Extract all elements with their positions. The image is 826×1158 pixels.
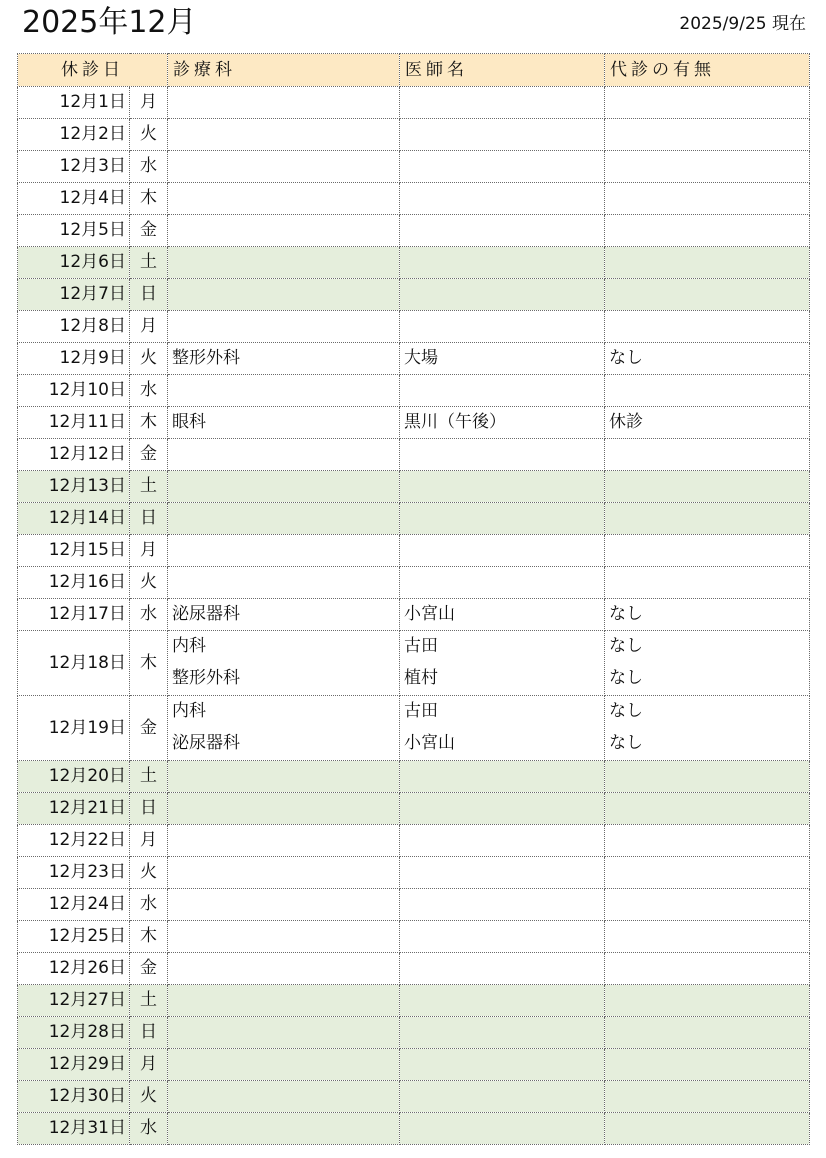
substitute-cell xyxy=(605,119,810,151)
table-row xyxy=(18,375,810,407)
substitute-cell xyxy=(605,696,810,761)
department-cell xyxy=(168,247,400,279)
substitute-cell xyxy=(605,889,810,921)
substitute-cell xyxy=(605,471,810,503)
table-row xyxy=(18,1081,810,1113)
day-of-week: 月 xyxy=(130,87,168,119)
header-doctor: 医師名 xyxy=(400,54,605,87)
doctor-cell xyxy=(400,1081,605,1113)
day-of-week: 火 xyxy=(130,119,168,151)
department-cell xyxy=(168,889,400,921)
day-of-week: 水 xyxy=(130,599,168,631)
substitute-cell xyxy=(605,953,810,985)
substitute-cell xyxy=(605,183,810,215)
closure-date: 12月3日 xyxy=(18,151,130,183)
table-row xyxy=(18,921,810,953)
substitute-line: なし xyxy=(609,636,643,656)
closure-date: 12月30日 xyxy=(18,1081,130,1113)
day-of-week: 日 xyxy=(130,279,168,311)
department-cell xyxy=(168,567,400,599)
closure-date: 12月21日 xyxy=(18,793,130,825)
table-row xyxy=(18,279,810,311)
day-of-week: 月 xyxy=(130,311,168,343)
closure-date: 12月26日 xyxy=(18,953,130,985)
substitute-cell xyxy=(605,793,810,825)
doctor-cell xyxy=(400,471,605,503)
closure-date: 12月24日 xyxy=(18,889,130,921)
department-cell xyxy=(168,503,400,535)
doctor-cell: 小宮山 xyxy=(400,599,605,631)
department-cell xyxy=(168,985,400,1017)
doctor-cell xyxy=(400,1017,605,1049)
doctor-cell xyxy=(400,889,605,921)
doctor-line: 小宮山 xyxy=(404,733,455,753)
department-cell xyxy=(168,535,400,567)
substitute-cell: なし xyxy=(605,599,810,631)
table-row xyxy=(18,953,810,985)
doctor-cell xyxy=(400,1113,605,1145)
closure-date: 12月23日 xyxy=(18,857,130,889)
department-cell xyxy=(168,1081,400,1113)
substitute-cell xyxy=(605,311,810,343)
day-of-week: 火 xyxy=(130,567,168,599)
closure-date: 12月25日 xyxy=(18,921,130,953)
day-of-week: 火 xyxy=(130,857,168,889)
dept-line: 内科 xyxy=(172,636,206,656)
day-of-week: 木 xyxy=(130,921,168,953)
substitute-cell: なし xyxy=(605,343,810,375)
day-of-week: 火 xyxy=(130,343,168,375)
doctor-cell xyxy=(400,857,605,889)
substitute-cell xyxy=(605,631,810,696)
doctor-cell xyxy=(400,1049,605,1081)
table-row xyxy=(18,631,810,696)
closure-date: 12月16日 xyxy=(18,567,130,599)
doctor-cell xyxy=(400,825,605,857)
department-cell xyxy=(168,375,400,407)
department-cell xyxy=(168,471,400,503)
department-cell xyxy=(168,215,400,247)
substitute-line: なし xyxy=(609,733,643,753)
day-of-week: 金 xyxy=(130,953,168,985)
closure-date: 12月2日 xyxy=(18,119,130,151)
department-cell xyxy=(168,87,400,119)
substitute-cell xyxy=(605,215,810,247)
closure-date: 12月6日 xyxy=(18,247,130,279)
substitute-cell xyxy=(605,279,810,311)
table-header-row xyxy=(18,54,810,87)
table-row xyxy=(18,471,810,503)
doctor-cell xyxy=(400,279,605,311)
doctor-cell xyxy=(400,215,605,247)
table-row xyxy=(18,696,810,761)
doctor-cell xyxy=(400,985,605,1017)
substitute-cell xyxy=(605,567,810,599)
table-row xyxy=(18,1049,810,1081)
department-cell xyxy=(168,1113,400,1145)
closure-date: 12月8日 xyxy=(18,311,130,343)
header-closure-date: 休診日 xyxy=(18,54,168,87)
day-of-week: 金 xyxy=(130,439,168,471)
day-of-week: 木 xyxy=(130,631,168,696)
substitute-cell xyxy=(605,1049,810,1081)
doctor-cell xyxy=(400,87,605,119)
closure-date: 12月12日 xyxy=(18,439,130,471)
closure-date: 12月15日 xyxy=(18,535,130,567)
substitute-cell xyxy=(605,439,810,471)
table-row xyxy=(18,1113,810,1145)
department-cell xyxy=(168,825,400,857)
day-of-week: 日 xyxy=(130,793,168,825)
department-cell: 泌尿器科 xyxy=(168,599,400,631)
closure-date: 12月13日 xyxy=(18,471,130,503)
table-row xyxy=(18,151,810,183)
table-row xyxy=(18,439,810,471)
day-of-week: 日 xyxy=(130,503,168,535)
doctor-cell xyxy=(400,503,605,535)
substitute-cell xyxy=(605,985,810,1017)
doctor-cell xyxy=(400,696,605,761)
day-of-week: 金 xyxy=(130,215,168,247)
dept-line: 内科 xyxy=(172,701,206,721)
table-row xyxy=(18,119,810,151)
doctor-cell xyxy=(400,953,605,985)
as-of-date: 2025/9/25 現在 xyxy=(679,14,806,34)
day-of-week: 水 xyxy=(130,889,168,921)
substitute-cell xyxy=(605,87,810,119)
doctor-cell xyxy=(400,631,605,696)
day-of-week: 水 xyxy=(130,375,168,407)
table-row xyxy=(18,503,810,535)
closure-date: 12月17日 xyxy=(18,599,130,631)
substitute-cell: 休診 xyxy=(605,407,810,439)
closure-date: 12月9日 xyxy=(18,343,130,375)
table-row xyxy=(18,857,810,889)
substitute-cell xyxy=(605,761,810,793)
doctor-cell xyxy=(400,793,605,825)
substitute-cell xyxy=(605,921,810,953)
department-cell xyxy=(168,311,400,343)
table-row xyxy=(18,343,810,375)
substitute-cell xyxy=(605,151,810,183)
doctor-cell xyxy=(400,567,605,599)
closure-date: 12月19日 xyxy=(18,696,130,761)
table-row xyxy=(18,87,810,119)
table-row xyxy=(18,825,810,857)
day-of-week: 土 xyxy=(130,247,168,279)
dept-line: 整形外科 xyxy=(172,668,240,688)
department-cell xyxy=(168,183,400,215)
table-row xyxy=(18,889,810,921)
page-title: 2025年12月 xyxy=(22,5,197,40)
department-cell xyxy=(168,921,400,953)
substitute-cell xyxy=(605,375,810,407)
substitute-cell xyxy=(605,247,810,279)
table-row xyxy=(18,215,810,247)
table-row xyxy=(18,793,810,825)
doctor-cell xyxy=(400,119,605,151)
department-cell xyxy=(168,279,400,311)
substitute-line: なし xyxy=(609,668,643,688)
closure-date: 12月28日 xyxy=(18,1017,130,1049)
substitute-cell xyxy=(605,503,810,535)
doctor-line: 古田 xyxy=(404,701,438,721)
department-cell xyxy=(168,793,400,825)
closure-date: 12月7日 xyxy=(18,279,130,311)
department-cell xyxy=(168,1049,400,1081)
department-cell xyxy=(168,631,400,696)
closure-date: 12月11日 xyxy=(18,407,130,439)
day-of-week: 土 xyxy=(130,985,168,1017)
substitute-cell xyxy=(605,825,810,857)
table-row xyxy=(18,535,810,567)
department-cell xyxy=(168,696,400,761)
table-row xyxy=(18,761,810,793)
substitute-cell xyxy=(605,1017,810,1049)
department-cell xyxy=(168,1017,400,1049)
substitute-cell xyxy=(605,1113,810,1145)
table-row xyxy=(18,247,810,279)
department-cell: 整形外科 xyxy=(168,343,400,375)
substitute-line: なし xyxy=(609,701,643,721)
doctor-line: 古田 xyxy=(404,636,438,656)
day-of-week: 水 xyxy=(130,151,168,183)
day-of-week: 金 xyxy=(130,696,168,761)
department-cell xyxy=(168,761,400,793)
department-cell: 眼科 xyxy=(168,407,400,439)
day-of-week: 木 xyxy=(130,407,168,439)
doctor-cell xyxy=(400,921,605,953)
doctor-cell xyxy=(400,151,605,183)
header-substitute: 代診の有無 xyxy=(605,54,810,87)
day-of-week: 月 xyxy=(130,825,168,857)
doctor-line: 植村 xyxy=(404,668,438,688)
department-cell xyxy=(168,439,400,471)
closure-date: 12月1日 xyxy=(18,87,130,119)
doctor-cell xyxy=(400,375,605,407)
table-body xyxy=(18,87,810,1145)
closure-date: 12月14日 xyxy=(18,503,130,535)
substitute-cell xyxy=(605,857,810,889)
table-row xyxy=(18,985,810,1017)
day-of-week: 月 xyxy=(130,1049,168,1081)
closure-date: 12月18日 xyxy=(18,631,130,696)
day-of-week: 土 xyxy=(130,471,168,503)
department-cell xyxy=(168,119,400,151)
doctor-cell xyxy=(400,247,605,279)
substitute-cell xyxy=(605,535,810,567)
day-of-week: 木 xyxy=(130,183,168,215)
doctor-cell xyxy=(400,311,605,343)
closure-schedule-table xyxy=(17,53,810,1145)
closure-date: 12月22日 xyxy=(18,825,130,857)
table-row xyxy=(18,407,810,439)
table-row xyxy=(18,311,810,343)
doctor-cell xyxy=(400,439,605,471)
table-row xyxy=(18,1017,810,1049)
table-row xyxy=(18,599,810,631)
closure-date: 12月4日 xyxy=(18,183,130,215)
closure-date: 12月27日 xyxy=(18,985,130,1017)
doctor-cell xyxy=(400,183,605,215)
closure-date: 12月31日 xyxy=(18,1113,130,1145)
doctor-cell: 黒川（午後） xyxy=(400,407,605,439)
table-row xyxy=(18,183,810,215)
closure-date: 12月10日 xyxy=(18,375,130,407)
dept-line: 泌尿器科 xyxy=(172,733,240,753)
closure-date: 12月29日 xyxy=(18,1049,130,1081)
closure-date: 12月20日 xyxy=(18,761,130,793)
department-cell xyxy=(168,953,400,985)
department-cell xyxy=(168,151,400,183)
doctor-cell xyxy=(400,761,605,793)
substitute-cell xyxy=(605,1081,810,1113)
doctor-cell xyxy=(400,535,605,567)
day-of-week: 日 xyxy=(130,1017,168,1049)
table-row xyxy=(18,567,810,599)
day-of-week: 月 xyxy=(130,535,168,567)
doctor-cell: 大場 xyxy=(400,343,605,375)
closure-date: 12月5日 xyxy=(18,215,130,247)
day-of-week: 土 xyxy=(130,761,168,793)
day-of-week: 火 xyxy=(130,1081,168,1113)
department-cell xyxy=(168,857,400,889)
day-of-week: 水 xyxy=(130,1113,168,1145)
header-department: 診療科 xyxy=(168,54,400,87)
